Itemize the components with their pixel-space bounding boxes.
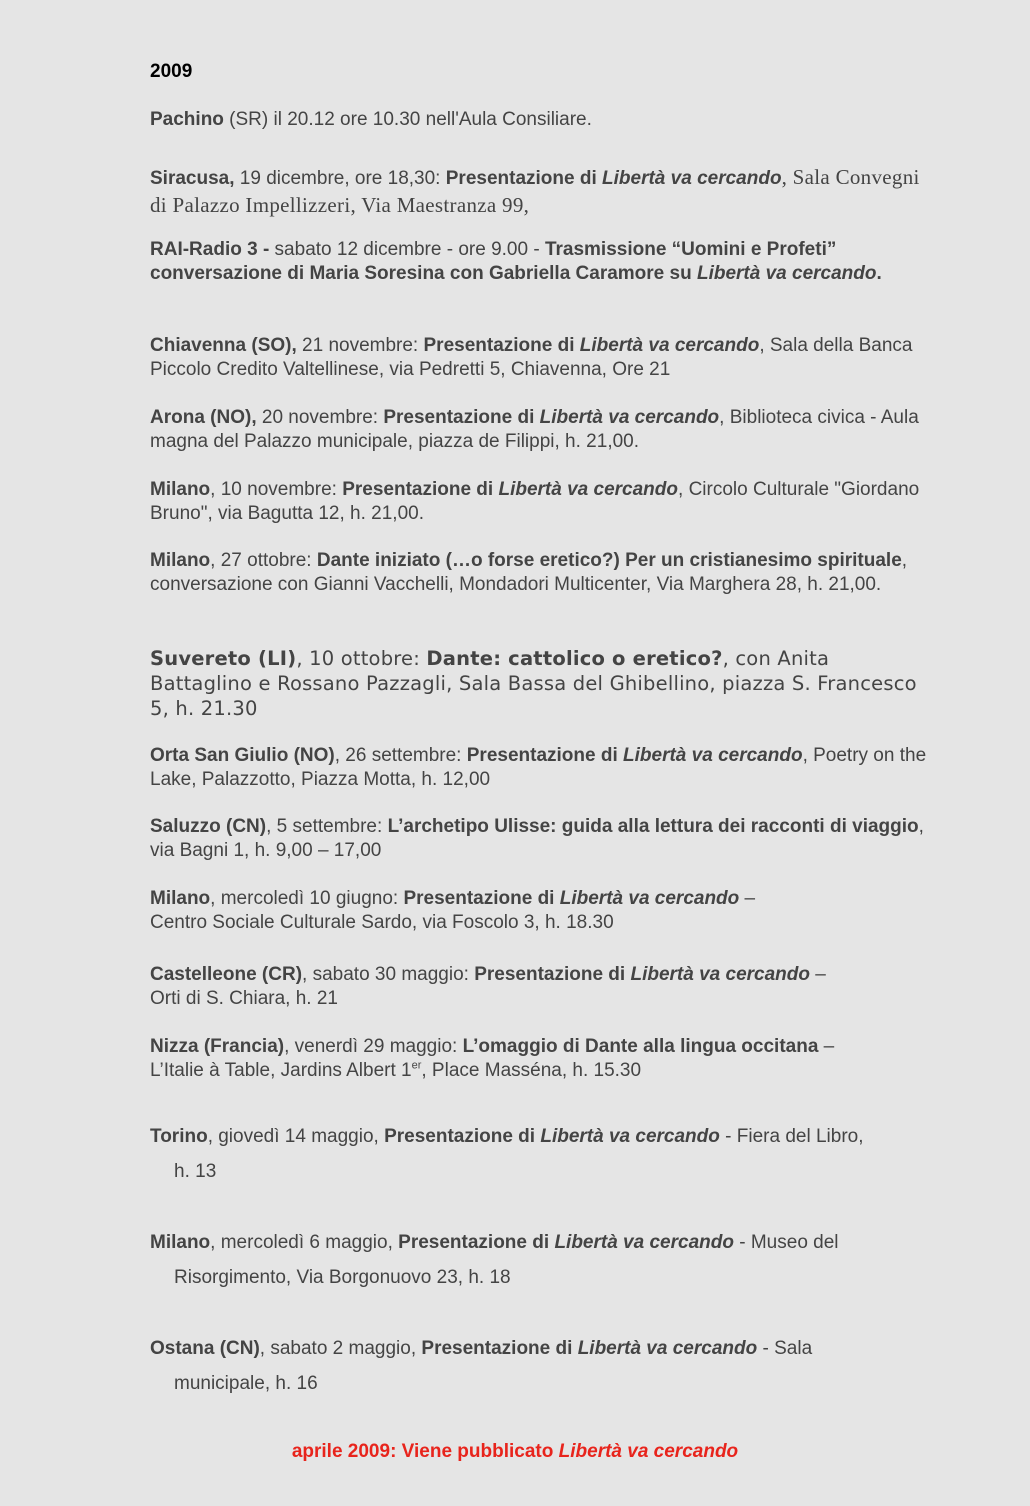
event-place: Nizza (Francia)	[150, 1036, 285, 1057]
event-entry: Pachino (SR) il 20.12 ore 10.30 nell'Aula Consiliare.	[150, 109, 592, 130]
publication-note: aprile 2009: Viene pubblicato Libertà va cercando	[291, 1441, 739, 1462]
event-entry: Torino, giovedì 14 maggio, Presentazione di Libertà va cercando - Fiera del Libro, h. 13	[150, 1126, 864, 1182]
event-place: Saluzzo (CN)	[150, 816, 267, 837]
event-entry: Arona (NO), 20 novembre: Presentazione di Libertà va cercando, Biblioteca civica - Aula magna del Palazzo municipale, piazza de Filippi, h. 21,00.	[150, 407, 919, 452]
event-entry: Siracusa, 19 dicembre, ore 18,30: Presentazione di Libertà va cercando, Sala Convegni di Palazzo Impellizzeri, Via Maestranza 99,	[150, 165, 920, 217]
event-entry: Saluzzo (CN), 5 settembre: L’archetipo Ulisse: guida alla lettura dei racconti di viaggio, via Bagni 1, h. 9,00 – 17,00	[150, 816, 924, 861]
event-entry: Chiavenna (SO), 21 novembre: Presentazione di Libertà va cercando, Sala della Banca Piccolo Credito Valtellinese, via Pedretti 5, Chiavenna, Ore 21	[150, 335, 913, 380]
event-place: Chiavenna (SO),	[150, 335, 297, 356]
event-entry: Nizza (Francia), venerdì 29 maggio: L’omaggio di Dante alla lingua occitana – L’Italie à Table, Jardins Albert 1er, Place Masséna, h. 15.30	[150, 1036, 835, 1081]
event-entry: Orta San Giulio (NO), 26 settembre: Presentazione di Libertà va cercando, Poetry on the Lake, Palazzotto, Piazza Motta, h. 12,00	[150, 745, 927, 790]
event-place: Milano	[150, 1232, 211, 1253]
event-place: Castelleone (CR)	[150, 964, 303, 985]
event-place: Milano	[150, 888, 211, 909]
event-place: Torino	[150, 1126, 208, 1147]
event-place: Milano	[150, 550, 211, 571]
event-entry: Milano, 27 ottobre: Dante iniziato (…o forse eretico?) Per un cristianesimo spirituale, conversazione con Gianni Vacchelli, Mondadori Multicenter, Via Marghera 28, h. 21,00.	[150, 550, 908, 595]
event-entry: Milano, mercoledì 6 maggio, Presentazione di Libertà va cercando - Museo del Risorgimento, Via Borgonuovo 23, h. 18	[150, 1232, 839, 1288]
event-entry: Suvereto (LI), 10 ottobre: Dante: cattolico o eretico?, con Anita Battaglino e Rossano Pazzagli, Sala Bassa del Ghibellino, piazza S. Francesco 5, h. 21.30	[150, 647, 917, 720]
event-place: Milano	[150, 479, 211, 500]
event-entry: Castelleone (CR), sabato 30 maggio: Presentazione di Libertà va cercando – Orti di S. Chiara, h. 21	[150, 964, 826, 1009]
year-heading: 2009	[150, 61, 193, 82]
event-entry: Ostana (CN), sabato 2 maggio, Presentazione di Libertà va cercando - Sala municipale, h. 16	[150, 1338, 813, 1394]
event-entry: Milano, mercoledì 10 giugno: Presentazione di Libertà va cercando – Centro Sociale Culturale Sardo, via Foscolo 3, h. 18.30	[150, 888, 756, 933]
event-place: Ostana (CN)	[150, 1338, 260, 1359]
event-place: RAI-Radio 3 -	[150, 239, 270, 260]
event-place: Pachino	[150, 109, 224, 130]
event-place: Arona (NO),	[150, 407, 257, 428]
event-place: Suvereto (LI)	[150, 647, 297, 670]
event-entry: RAI-Radio 3 - sabato 12 dicembre - ore 9.00 - Trasmissione “Uomini e Profeti” conversazione di Maria Soresina con Gabriella Caramore su Libertà va cercando.	[150, 239, 882, 284]
event-entry: Milano, 10 novembre: Presentazione di Libertà va cercando, Circolo Culturale "Giordano Bruno", via Bagutta 12, h. 21,00.	[150, 479, 920, 524]
event-place: Orta San Giulio (NO)	[150, 745, 335, 766]
event-place: Siracusa,	[150, 168, 235, 189]
